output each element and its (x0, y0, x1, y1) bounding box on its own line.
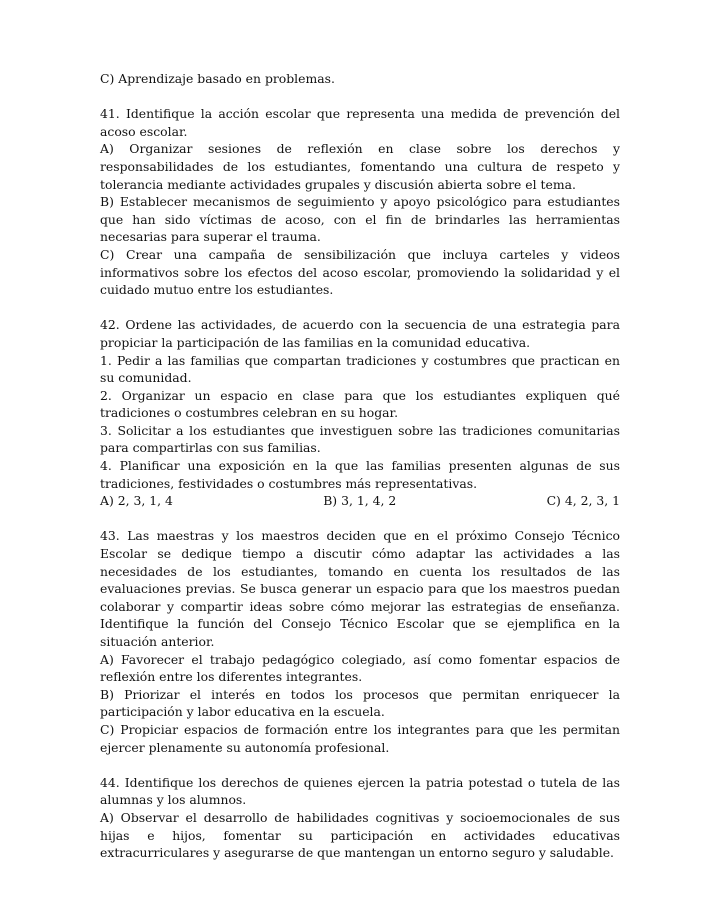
option-b: B) Priorizar el interés en todos los procesos que permitan enriquecer la participación y labor educativa en la escuela. (100, 686, 620, 720)
option-a: A) Favorecer el trabajo pedagógico colegiado, así como fomentar espacios de reflexión entre los diferentes integrantes. (100, 651, 620, 685)
question-stem: 43. Las maestras y los maestros deciden que en el próximo Consejo Técnico Escolar se dedique tiempo a discutir cómo adaptar las actividades a las necesidades de los estudiantes, tomando en cuenta los resultados de las evaluaciones previas. Se busca generar un espacio para que los maestros puedan colaborar y compartir ideas sobre cómo mejorar las estrategias de enseñanza. Identifique la función del Consejo Técnico Escolar que se ejemplifica en la situación anterior. (100, 528, 620, 649)
option-b: B) 3, 1, 4, 2 (323, 493, 397, 509)
option-a: A) Observar el desarrollo de habilidades cognitivas y socioemocionales de sus hijas e hijos, fomentar su participación en actividades educativas extracurriculares y asegurarse de que mantengan un entorno seguro y saludable. (100, 809, 620, 861)
option-c: C) Crear una campaña de sensibilización que incluya carteles y videos informativos sobre los efectos del acoso escolar, promoviendo la solidaridad y el cuidado mutuo entre los estudiantes. (100, 246, 620, 298)
option-c-previous: C) Aprendizaje basado en problemas. (100, 71, 335, 86)
item-1: 1. Pedir a las familias que compartan tradiciones y costumbres que practican en su comunidad. (100, 352, 620, 386)
question-stem: 42. Ordene las actividades, de acuerdo con la secuencia de una estrategia para propiciar la participación de las familias en la comunidad educativa. (100, 317, 620, 350)
option-a: A) 2, 3, 1, 4 (100, 493, 173, 509)
question-41 (100, 105, 620, 299)
item-3: 3. Solicitar a los estudiantes que investiguen sobre las tradiciones comunitarias para compartirlas con sus familias. (100, 422, 620, 456)
question-42 (100, 316, 620, 510)
option-b: B) Establecer mecanismos de seguimiento y apoyo psicológico para estudiantes que han sido víctimas de acoso, con el fin de brindarles las herramientas necesarias para superar el trauma. (100, 194, 620, 245)
option-c: C) Propiciar espacios de formación entre los integrantes para que les permitan ejercer plenamente su autonomía profesional. (100, 721, 620, 755)
question-43 (100, 527, 620, 756)
option-a: A) Organizar sesiones de reflexión en clase sobre los derechos y responsabilidades de los estudiantes, fomentando una cultura de respeto y tolerancia mediante actividades grupales y discusión abierta sobre el tema. (100, 141, 620, 192)
item-4: 4. Planificar una exposición en la que las familias presenten algunas de sus tradiciones, festividades o costumbres más representativas. (100, 458, 620, 491)
option-c: C) 4, 2, 3, 1 (546, 493, 620, 509)
answer-options (100, 492, 620, 510)
question-stem: 41. Identifique la acción escolar que representa una medida de prevención del acoso escolar. (100, 106, 620, 139)
item-2: 2. Organizar un espacio en clase para que los estudiantes expliquen qué tradiciones o costumbres celebran en su hogar. (100, 387, 620, 421)
question-44 (100, 774, 620, 862)
question-stem: 44. Identifique los derechos de quienes ejercen la patria potestad o tutela de las alumnas y los alumnos. (100, 774, 620, 808)
